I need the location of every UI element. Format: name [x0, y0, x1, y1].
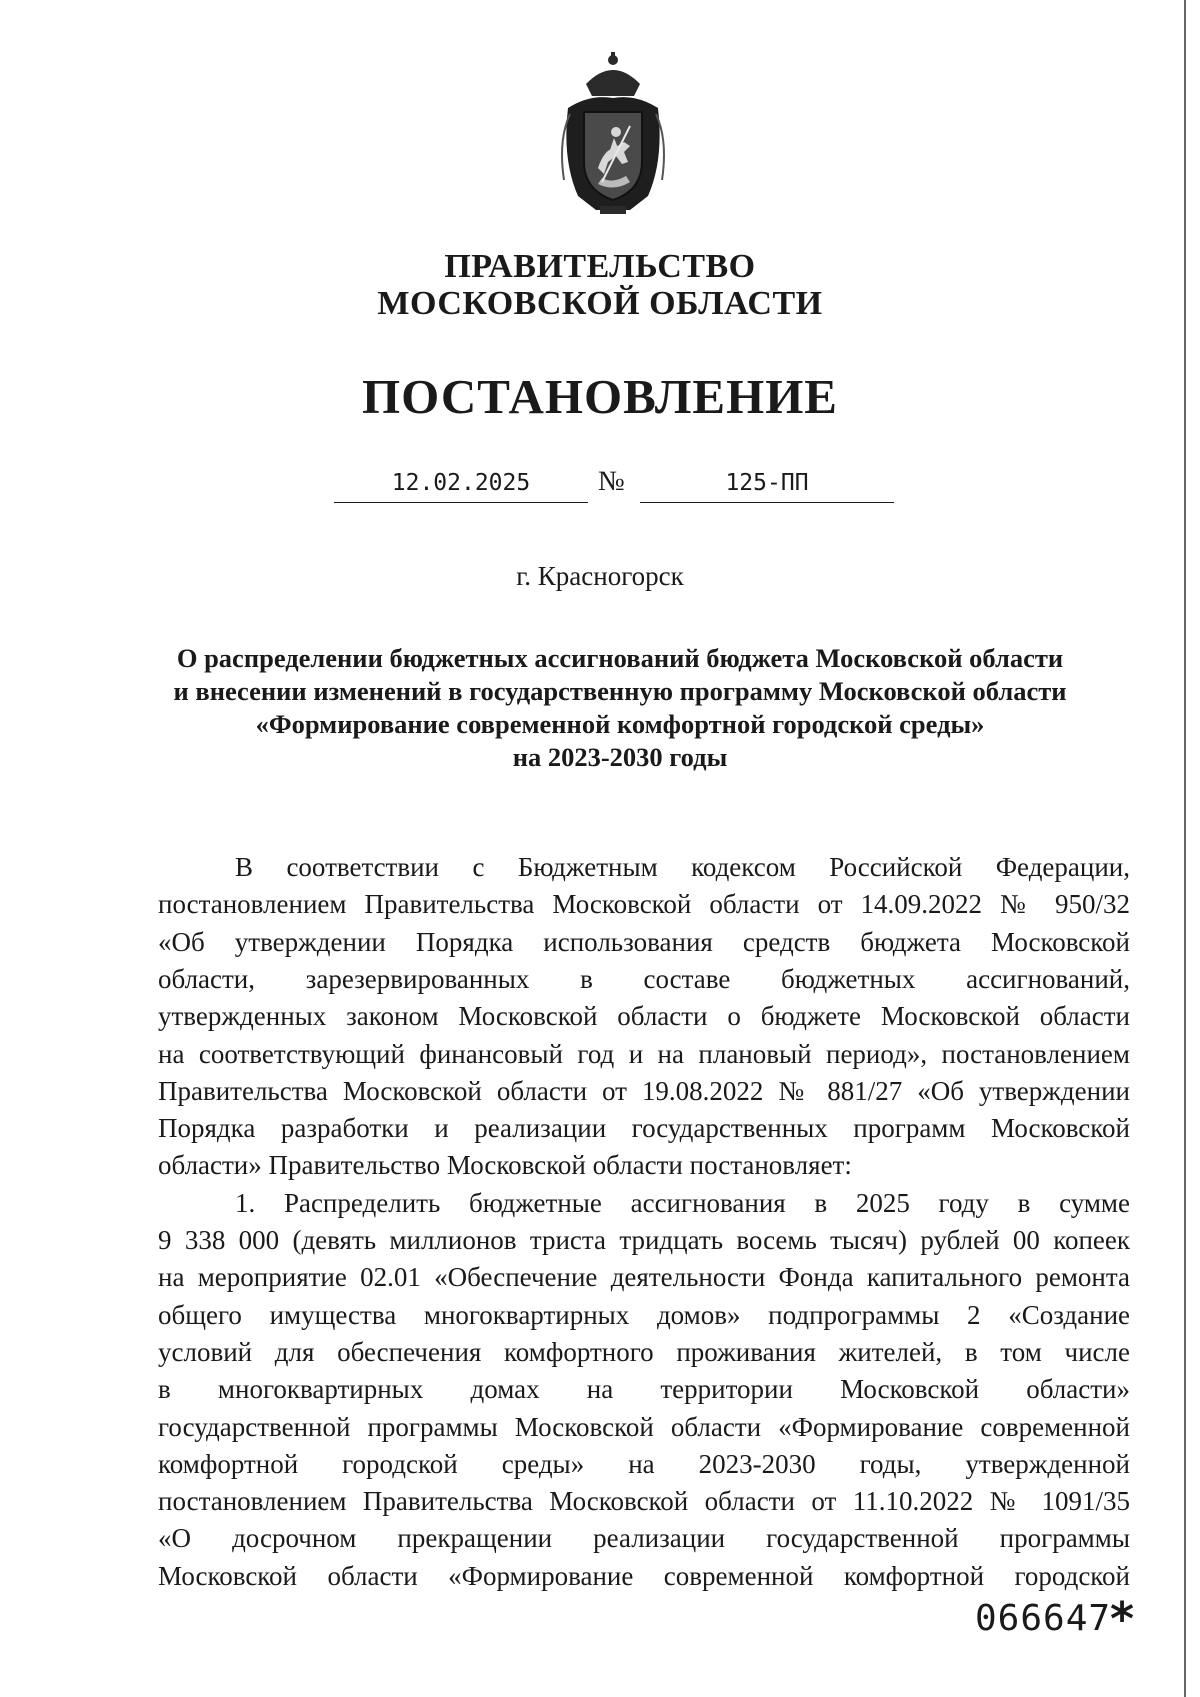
serial-number: 066647 — [975, 1598, 1112, 1639]
body-line: области» Правительство Московской области постановляет: — [158, 1150, 852, 1181]
title-line: и внесении изменений в государственную программу Московской области — [173, 676, 1067, 706]
document-date: 12.02.2025 — [334, 464, 588, 503]
city-name: г. Красногорск — [516, 561, 684, 591]
body-line: области, зарезервированных в составе бюджетных ассигнований, — [158, 963, 1130, 994]
body-line: в многоквартирных домах на территории Московской области» — [158, 1374, 1130, 1405]
body-line: «О досрочном прекращении реализации государственной программы — [158, 1523, 1130, 1554]
body-line: утвержденных законом Московской области о бюджете Московской области — [158, 1001, 1130, 1032]
coat-of-arms-icon — [548, 50, 678, 220]
org-name-line2: МОСКОВСКОЙ ОБЛАСТИ — [377, 285, 823, 322]
document-type-heading: ПОСТАНОВЛЕНИЕ — [362, 369, 838, 424]
body-line: Правительства Московской области от 19.08.2022 № 881/27 «Об утверждении — [158, 1075, 1130, 1106]
body-line: Московской области «Формирование современной комфортной городской — [158, 1560, 1130, 1591]
body-line: 9 338 000 (девять миллионов триста тридцать восемь тысяч) рублей 00 копеек — [158, 1225, 1130, 1255]
body-line: государственной программы Московской области «Формирование современной — [158, 1411, 1130, 1442]
title-line: на 2023-2030 годы — [512, 742, 728, 772]
body-line: «Об утверждении Порядка использования средств бюджета Московской — [158, 926, 1130, 957]
document-number: 125-ПП — [640, 464, 894, 503]
document-title — [140, 642, 1100, 774]
body-line: В соответствии с Бюджетным кодексом Российской Федерации, — [235, 852, 1130, 882]
body-line: на мероприятие 02.01 «Обеспечение деятельности Фонда капитального ремонта — [158, 1262, 1130, 1293]
body-line: на соответствующий финансовый год и на плановый период», постановлением — [158, 1038, 1130, 1069]
number-sign: № — [598, 466, 625, 497]
body-line: 1. Распределить бюджетные ассигнования в 2025 году в сумме — [235, 1187, 1130, 1218]
body-line: Порядка разработки и реализации государственных программ Московской — [158, 1113, 1130, 1144]
title-line: О распределении бюджетных ассигнований бюджета Московской области — [176, 643, 1064, 673]
body-line: постановлением Правительства Московской области от 14.09.2022 № 950/32 — [158, 889, 1130, 920]
org-name-line1: ПРАВИТЕЛЬСТВО — [444, 248, 756, 285]
asterisk-mark: * — [1110, 1592, 1135, 1646]
title-line: «Формирование современной комфортной городской среды» — [255, 709, 985, 739]
body-line: комфортной городской среды» на 2023-2030 годы, утвержденной — [158, 1448, 1130, 1479]
body-line: постановлением Правительства Московской области от 11.10.2022 № 1091/35 — [158, 1486, 1130, 1517]
body-line: условий для обеспечения комфортного проживания жителей, в том числе — [158, 1336, 1130, 1367]
body-line: общего имущества многоквартирных домов» подпрограммы 2 «Создание — [158, 1299, 1130, 1330]
